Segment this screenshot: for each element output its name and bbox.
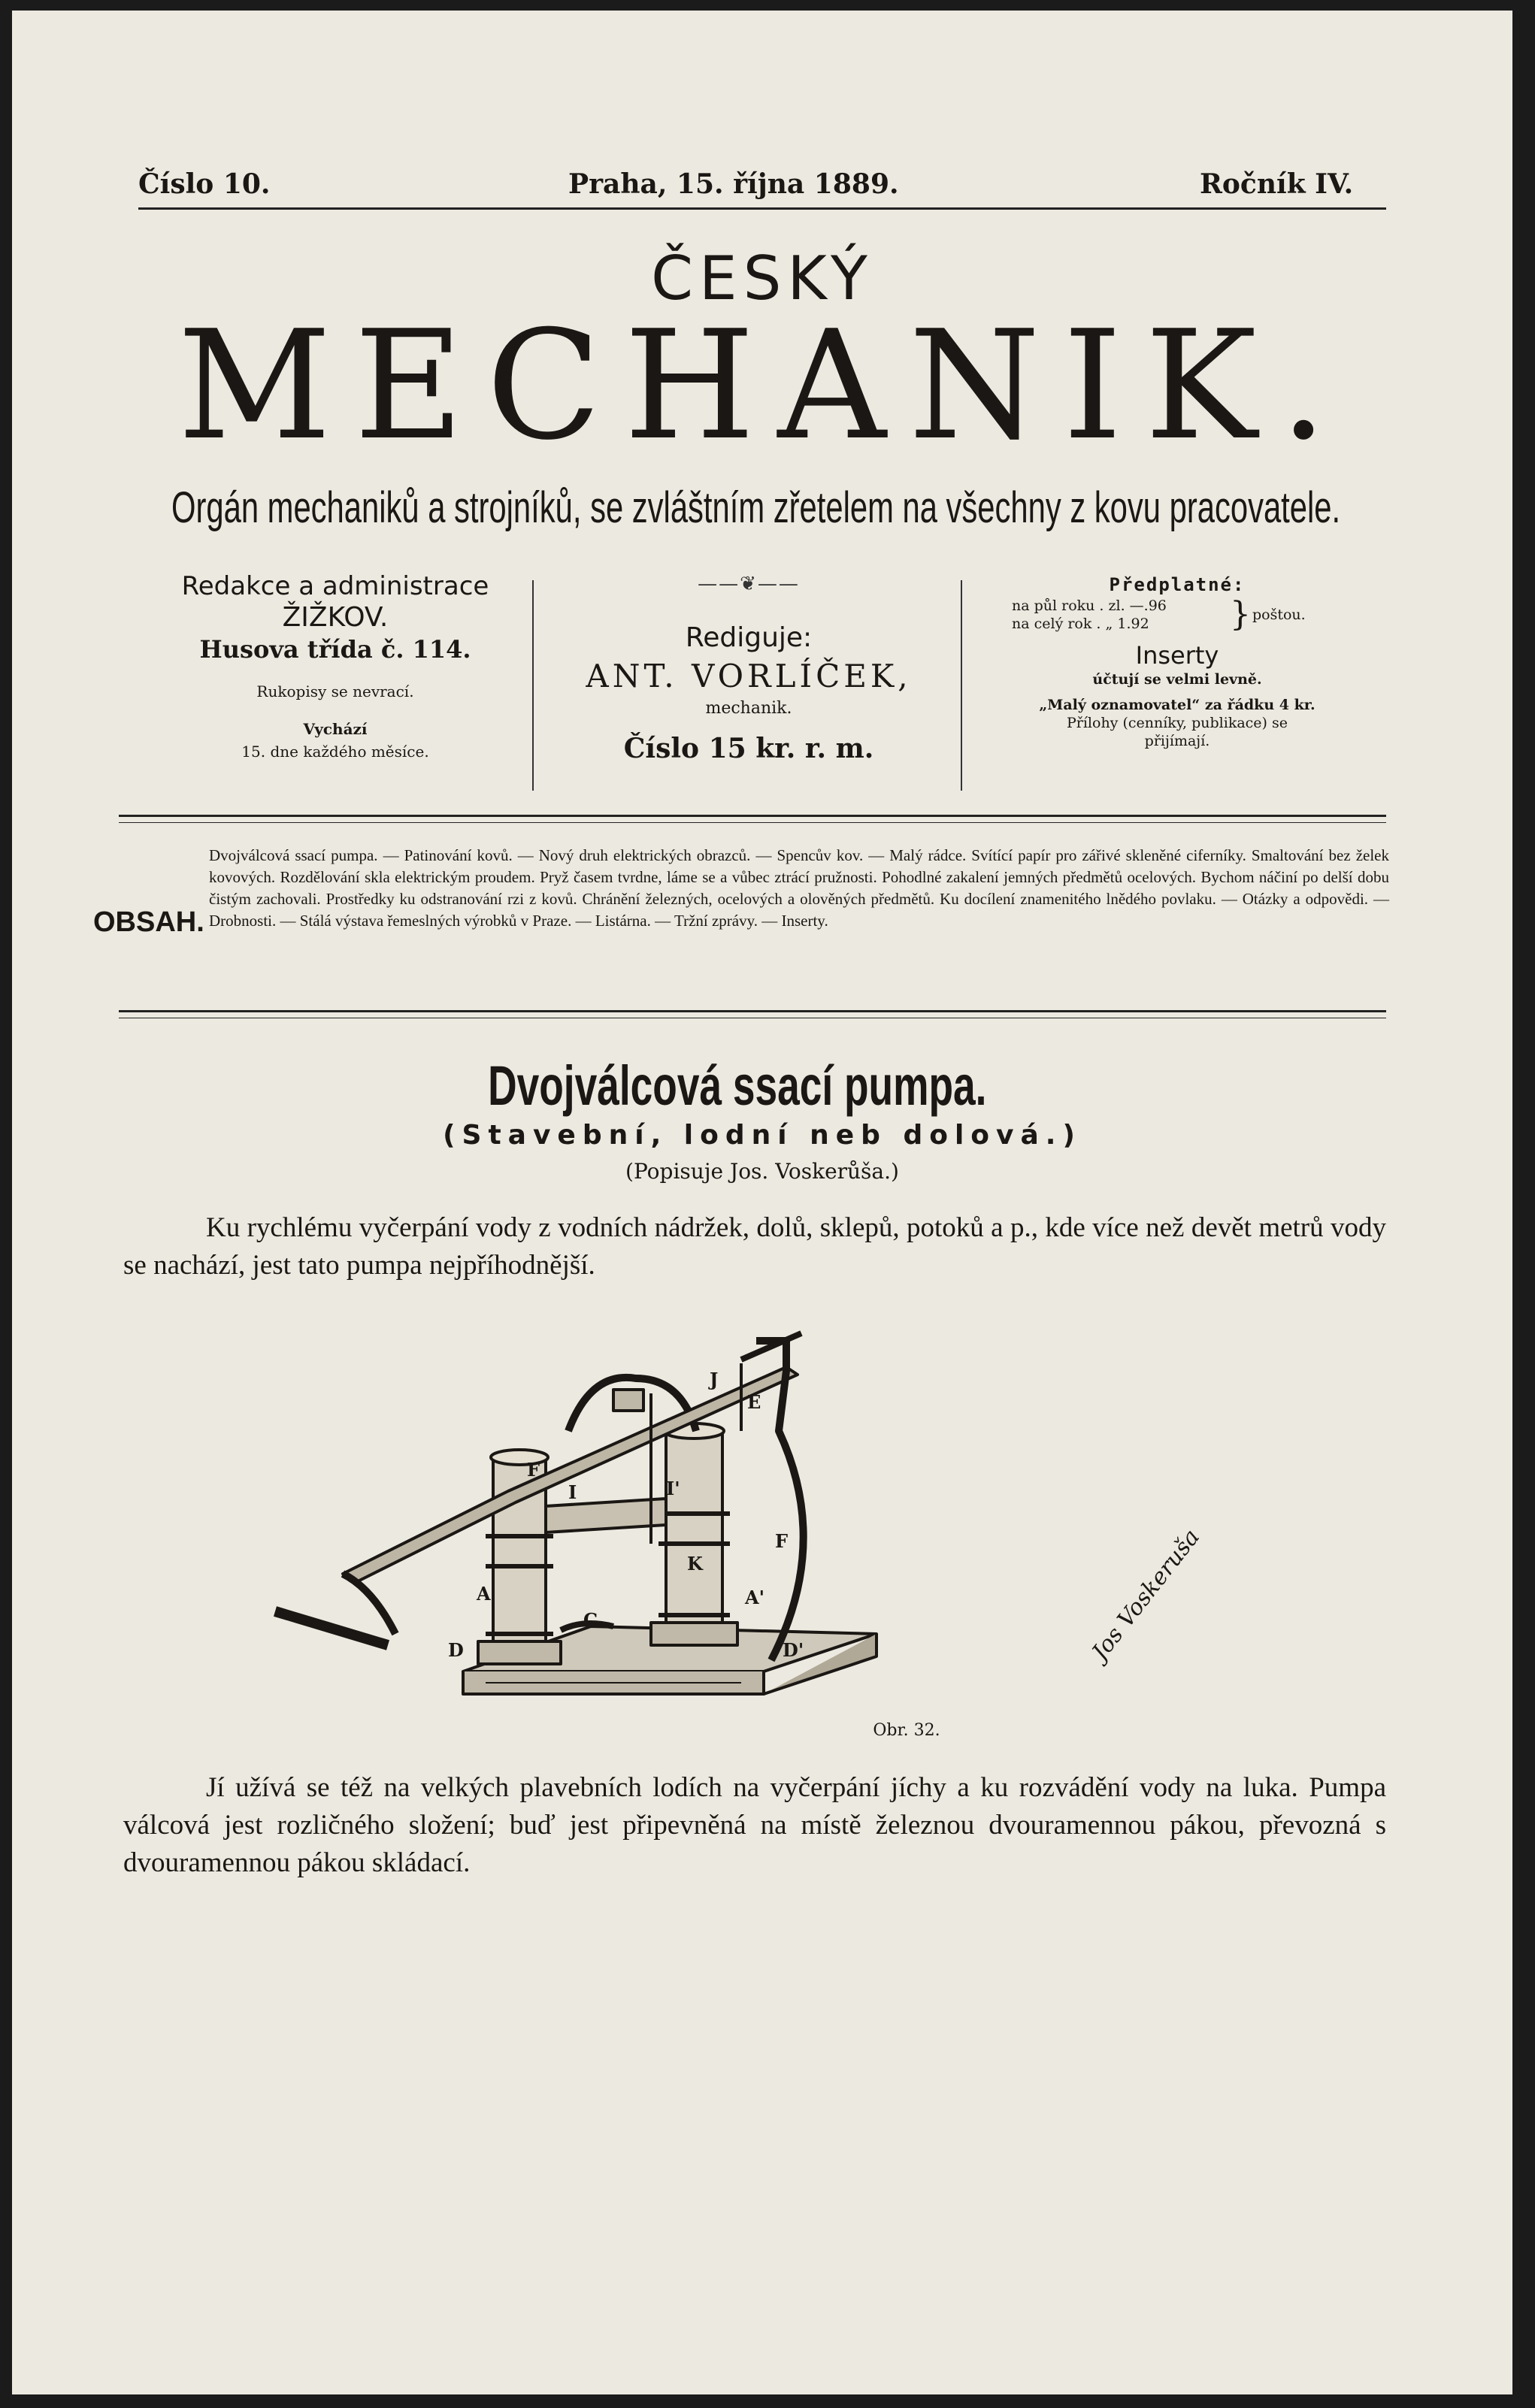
article-byline: (Popisuje Jos. Voskerůša.) (625, 1159, 899, 1184)
ornament: ——❦—— (698, 573, 800, 595)
issue-number: Číslo 10. (138, 168, 271, 200)
figure-signature: Jos Voskeruša (1087, 1524, 1206, 1665)
editor-role: mechanik. (705, 699, 792, 718)
figure-label-c: C (583, 1609, 598, 1631)
rule-below-contents (119, 1010, 1386, 1012)
info-divider-left (532, 580, 534, 791)
contents-text: Dvojválcová ssací pumpa. — Patinování kovů. — Nový druh elektrických obrazců. — Spencův kov. — Malý rádce. Svítící papír pro zářivé skleněné ciferníky. Smaltování bez želek kovových. Rozdělování skla elektrickým proudem. Pryž časem tvrdne, láme se a vůbec ztrácí pružnosti. Pohodlné zakalení jemných předmětů ocelových. Bychom náčiní po delší dobu čistým zachovali. Prostředky ku odstranování rzi z kovů. Chránění železných, ocelových a olověných předmětů. Ku docílení znamenitého lnědého povlaku. — Otázky a odpovědi. — Drobnosti. — Stálá výstava řemeslných výrobků v Praze. — Listárna. — Tržní zprávy. — Inserty. (209, 846, 1389, 930)
place-date: Praha, 15. října 1889. (568, 168, 899, 200)
contents-label: OBSAH. (93, 906, 204, 938)
office-address: Husova třída č. 114. (199, 635, 471, 664)
masthead-title: MECHANIK. (177, 298, 1350, 473)
rule-above-contents (119, 815, 1386, 817)
article-intro: Ku rychlému vyčerpání vody z vodních nádržek, dolů, sklepů, potoků a p., kde více než devět metrů vody se nachází, jest tato pumpa nejpříhodnější. (123, 1212, 1386, 1281)
figure-label-j: J (710, 1369, 719, 1390)
figure-label-i-prime: I' (666, 1478, 680, 1499)
issue-price: Číslo 15 kr. r. m. (623, 733, 874, 764)
masthead-subtitle: Orgán mechaniků a strojníků, se zvláštním zřetelem na všechny z kovu pracovatele. (171, 483, 1341, 532)
editorial-office-label: Redakce a administrace (181, 571, 489, 601)
newspaper-page (12, 11, 1512, 2394)
article-body: Jí užívá se též na velkých plavebních lodích na vyčerpání jíchy a ku rozvádění vody na luka. Pumpa válcová jest rozličného složení; buď jest připevněná na místě železnou dvouramennou pákou, převozná s dvouramennou pákou skládací. (123, 1772, 1386, 1878)
info-right (974, 576, 1380, 750)
figure-label-f: F (527, 1459, 540, 1481)
ad-price: „Malý oznamovatel“ za řádku 4 kr. (1039, 697, 1315, 713)
header-rule (138, 207, 1386, 210)
article-title: Dvojválcová ssací pumpa. (488, 1054, 987, 1117)
subscription-heading: Předplatné: (1109, 574, 1246, 595)
figure-label-a-prime: A' (745, 1587, 764, 1608)
inserts-title: Inserty (1135, 641, 1219, 670)
rule-above-contents-thin (119, 822, 1386, 823)
inserts-note: účtují se velmi levně. (1092, 671, 1262, 688)
info-center (538, 573, 959, 764)
info-left (132, 570, 538, 763)
publication-label: Vychází (303, 720, 368, 738)
figure-label-d-prime: D' (783, 1639, 804, 1661)
volume-number: Ročník IV. (1200, 168, 1354, 200)
figure-label-a: A (477, 1583, 491, 1605)
subscription-postage: poštou. (1252, 607, 1306, 623)
pump-illustration (260, 1318, 1290, 1739)
manuscripts-note: Rukopisy se nevrací. (256, 682, 414, 700)
figure-label-e: E (747, 1391, 761, 1413)
figure-label-i: I (568, 1481, 577, 1503)
office-town: ŽIŽKOV. (282, 602, 389, 633)
editor-name: ANT. VORLÍČEK, (586, 658, 912, 694)
subscription-full-year: na celý rok . „ 1.92 (1012, 616, 1149, 632)
figure-label-d: D (448, 1639, 464, 1661)
publication-schedule: 15. dne každého měsíce. (241, 743, 429, 761)
figure-caption: Obr. 32. (873, 1721, 940, 1740)
editor-label: Rediguje: (685, 622, 813, 653)
figure-label-k: K (687, 1553, 703, 1575)
article-subtitle: (Stavební, lodní neb dolová.) (443, 1120, 1082, 1151)
masthead-pre-title: ČESKÝ (651, 244, 873, 313)
subscription-half-year: na půl roku . zl. —.96 (1012, 597, 1167, 614)
ad-accepted: přijímají. (1144, 733, 1210, 749)
figure-label-f2: F (775, 1530, 789, 1552)
brace: } (1230, 595, 1251, 634)
ad-supplements: Přílohy (cenníky, publikace) se (1066, 715, 1288, 731)
info-divider-right (961, 580, 962, 791)
